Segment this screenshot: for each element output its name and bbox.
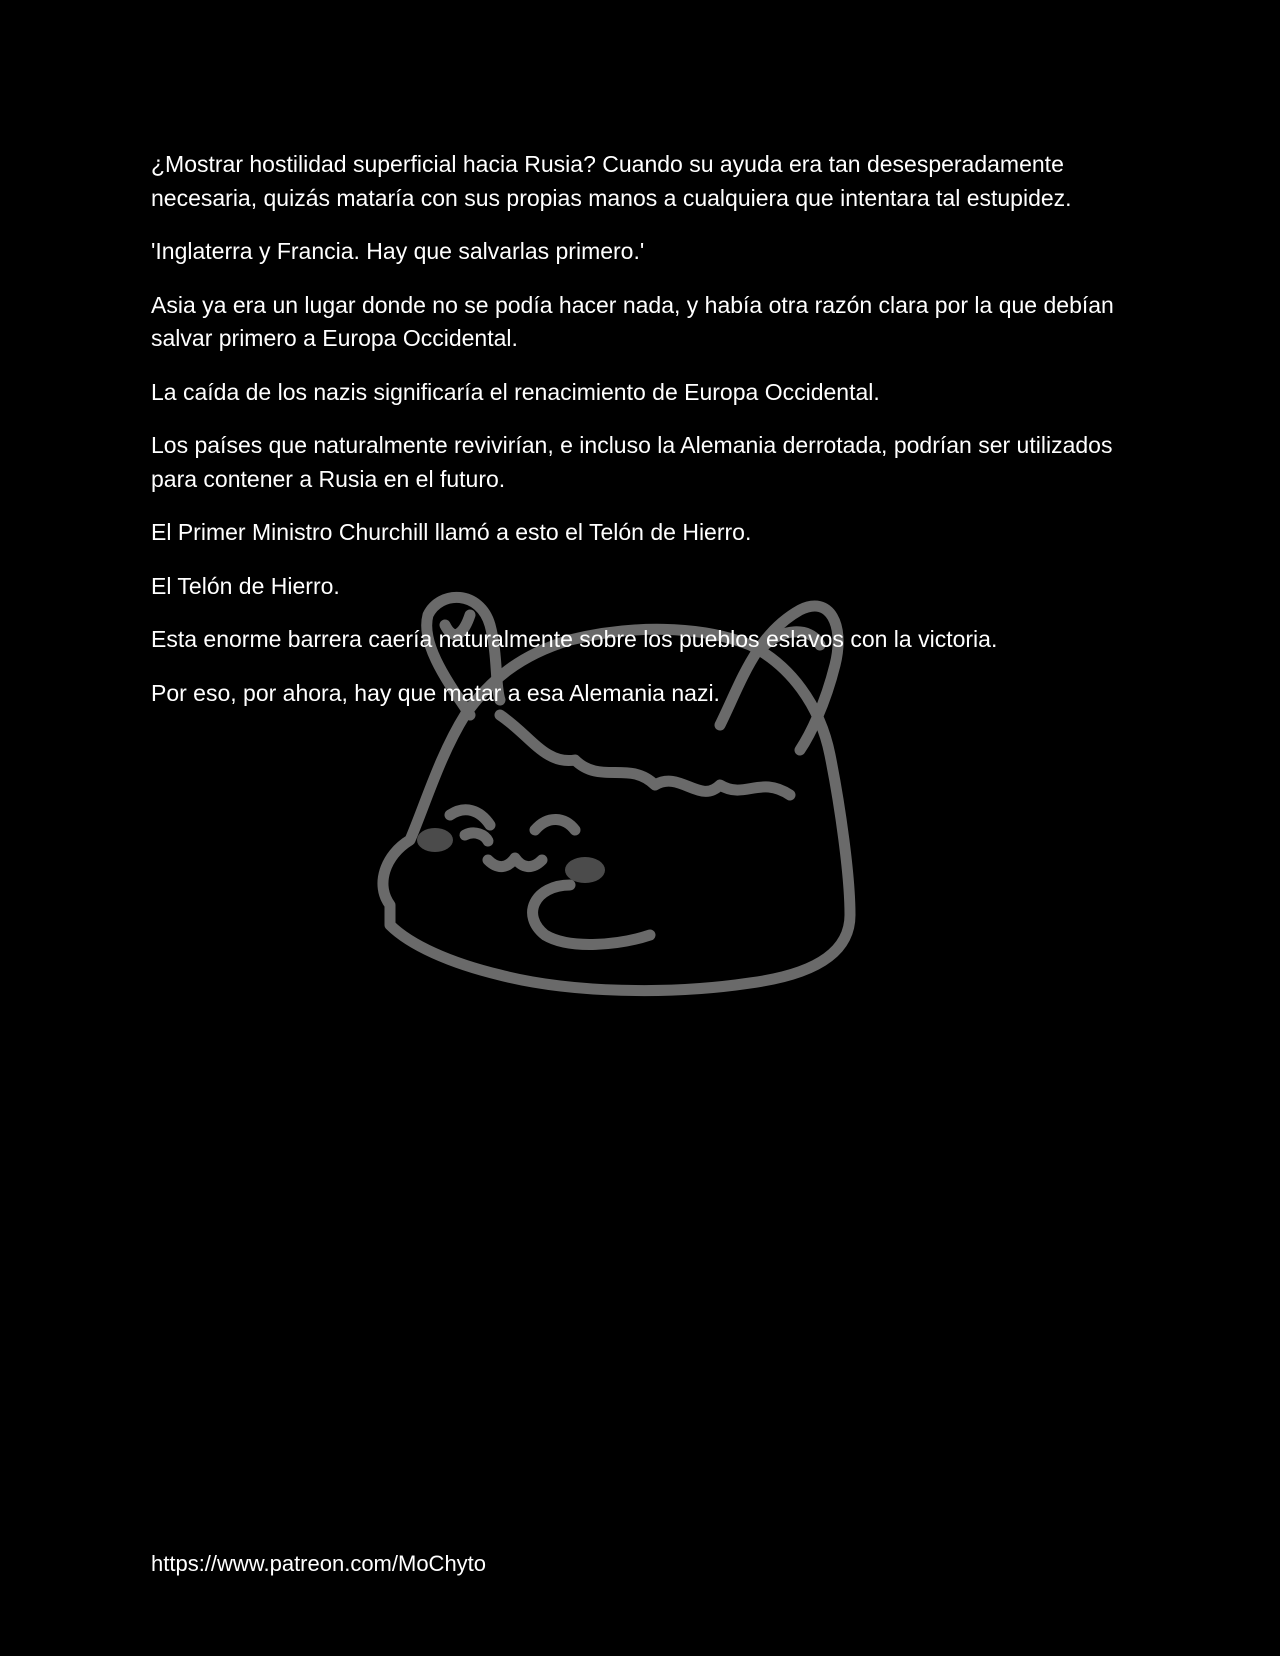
paragraph: Esta enorme barrera caería naturalmente sobre los pueblos eslavos con la victoria. xyxy=(151,626,998,652)
paragraph: El Telón de Hierro. xyxy=(151,572,340,599)
paragraph: Los países que naturalmente revivirían, e incluso la Alemania derrotada, podrían ser utilizados para contener a Rusia en el futuro. xyxy=(151,432,1113,492)
text-body xyxy=(151,148,1141,730)
paragraph: El Primer Ministro Churchill llamó a esto el Telón de Hierro. xyxy=(151,519,752,545)
paragraph: La caída de los nazis significaría el renacimiento de Europa Occidental. xyxy=(151,378,880,405)
paragraph: Por eso, por ahora, hay que matar a esa Alemania nazi. xyxy=(151,679,720,706)
paragraph: Asia ya era un lugar donde no se podía hacer nada, y había otra razón clara por la que debían salvar primero a Europa Occidental. xyxy=(151,291,1114,351)
paragraph: 'Inglaterra y Francia. Hay que salvarlas primero.' xyxy=(151,238,645,264)
paragraph: ¿Mostrar hostilidad superficial hacia Rusia? Cuando su ayuda era tan desesperadamente necesaria, quizás mataría con sus propias manos a cualquiera que intentara tal estupidez. xyxy=(151,151,1072,211)
patreon-link[interactable]: https://www.patreon.com/MoChyto xyxy=(151,1551,487,1576)
